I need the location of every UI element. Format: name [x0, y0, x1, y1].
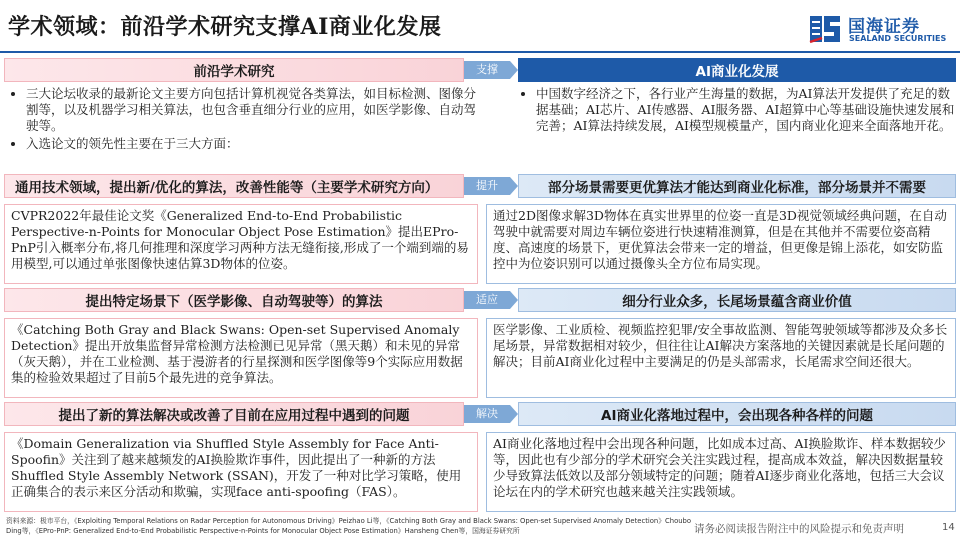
- connector-3: [464, 288, 518, 312]
- right-bullet-1: • 中国数字经济之下，各行业产生海量的数据，为AI算法开发提供了充足的数据基础；AI芯片、AI传感器、AI服务器、AI超算中心等基础设施快速发展和完善；AI算法持续发展，AI模型规模量产，国内商业化迎来全面落地开花。: [536, 86, 956, 134]
- left-bullet-2: • 入选论文的领先性主要在于三大方面：: [26, 136, 478, 152]
- source-note: 资料来源：极市平台，《Exploiting Temporal Relations on Radar Perception for Autonomous Driving》Peizhao Li等，《Catching Both Gray and Black Swans: Open-set Supervised Anomaly Detection》Choubo Ding等，《EPro-PnP: Generalized End-to-End Probabilistic Perspective-n-Points for Monocular Object Pose Estimation》Hansheng Chen等，国海证券研究所: [6, 517, 692, 535]
- connector-label-3: 适应: [476, 293, 498, 306]
- left-header-2: 通用技术领域，提出新/优化的算法，改善性能等（主要学术研究方向）: [4, 174, 464, 198]
- left-header-4: 提出了新的算法解决或改善了目前在应用过程中遇到的问题: [4, 402, 464, 426]
- right-bullets-box: [514, 86, 956, 174]
- connector-2: [464, 174, 518, 198]
- left-text-box-3: 《Catching Both Gray and Black Swans: Open-set Supervised Anomaly Detection》提出开放集监督异常检测方法检测已见异常（黑天鹅）和未见的异常（灰天鹅），并在工业检测、基于漫游者的行星探测和医学图像等9个实际应用数据集的检验效果超过了目前5个最先进的竞争算法。: [4, 318, 478, 398]
- left-bullet-1: • 三大论坛收录的最新论文主要方向包括计算机视觉各类算法，如目标检测、图像分割等，以及机器学习相关算法，也包含垂直细分行业的应用，如医学影像、自动驾驶等。: [26, 86, 478, 134]
- logo-english-text: SEALAND SECURITIES: [849, 34, 947, 43]
- logo-chinese-text: 国海证券: [848, 17, 920, 37]
- disclaimer-text: 请务必阅读报告附注中的风险提示和免责声明: [694, 523, 904, 535]
- left-bullets-box: [4, 86, 478, 174]
- connector-1: [464, 58, 518, 82]
- connector-label-1: 支撑: [476, 63, 498, 76]
- right-text-box-3: 医学影像、工业质检、视频监控犯罪/安全事故监测、智能驾驶领域等都涉及众多长尾场景，异常数据相对较少，但往往让AI解决方案落地的关键因素就是长尾问题的解决；目前AI商业化过程中主要满足的仍是头部需求，长尾需求空间还很大。: [486, 318, 956, 398]
- left-header-3: 提出特定场景下（医学影像、自动驾驶等）的算法: [4, 288, 464, 312]
- right-header-4: AI商业化落地过程中，会出现各种各样的问题: [518, 402, 956, 426]
- connector-label-2: 提升: [476, 179, 498, 192]
- right-header-3: 细分行业众多，长尾场景蕴含商业价值: [518, 288, 956, 312]
- connector-4: [464, 402, 518, 426]
- left-text-box-4: 《Domain Generalization via Shuffled Style Assembly for Face Anti-Spoofin》关注到了越来越频发的AI换脸欺诈事件，因此提出了一种新的方法Shuffled Style Assembly Network (SSAN)，开发了一种对比学习策略，使用正确集合的表示来区分活动和欺骗，实现face anti-spoofing（FAS）。: [4, 432, 478, 512]
- logo-mark-icon: [808, 12, 842, 46]
- left-text-box-2: CVPR2022年最佳论文奖《Generalized End-to-End Probabilistic Perspective-n-Points for Monocular Object Pose Estimation》提出EPro-PnP引入概率分布,将几何推理和深度学习两种方法无缝衔接,形成了一个端到端的易用模型,可以通过单张图像快速估算3D物体的位姿。: [4, 204, 478, 284]
- page-title: 学术领域：前沿学术研究支撑AI商业化发展: [8, 14, 442, 40]
- connector-label-4: 解决: [476, 407, 498, 420]
- header-divider: [0, 51, 960, 53]
- right-header-1: AI商业化发展: [518, 58, 956, 82]
- right-text-box-4: AI商业化落地过程中会出现各种问题，比如成本过高、AI换脸欺诈、样本数据较少等，因此也有少部分的学术研究会关注实践过程，提高成本效益，解决因数据量较少导致算法低效以及部分领域特定的问题；随着AI逐步商业化落地，包括三大会议论坛在内的学术研究也越来越关注实践领域。: [486, 432, 956, 512]
- company-logo: [808, 12, 958, 48]
- right-header-2: 部分场景需要更优算法才能达到商业化标准，部分场景并不需要: [518, 174, 956, 198]
- right-text-box-2: 通过2D图像求解3D物体在真实世界里的位姿一直是3D视觉领域经典问题，在自动驾驶中就需要对周边车辆位姿进行快速精准测算，但是在其他并不需要位姿高精度、高速度的场景下，更优算法会带来一定的增益，但更像是锦上添花，如安防监控中为位姿识别可以通过摄像头全方位布局实现。: [486, 204, 956, 284]
- page-number: 14: [942, 522, 955, 533]
- left-header-1: 前沿学术研究: [4, 58, 464, 82]
